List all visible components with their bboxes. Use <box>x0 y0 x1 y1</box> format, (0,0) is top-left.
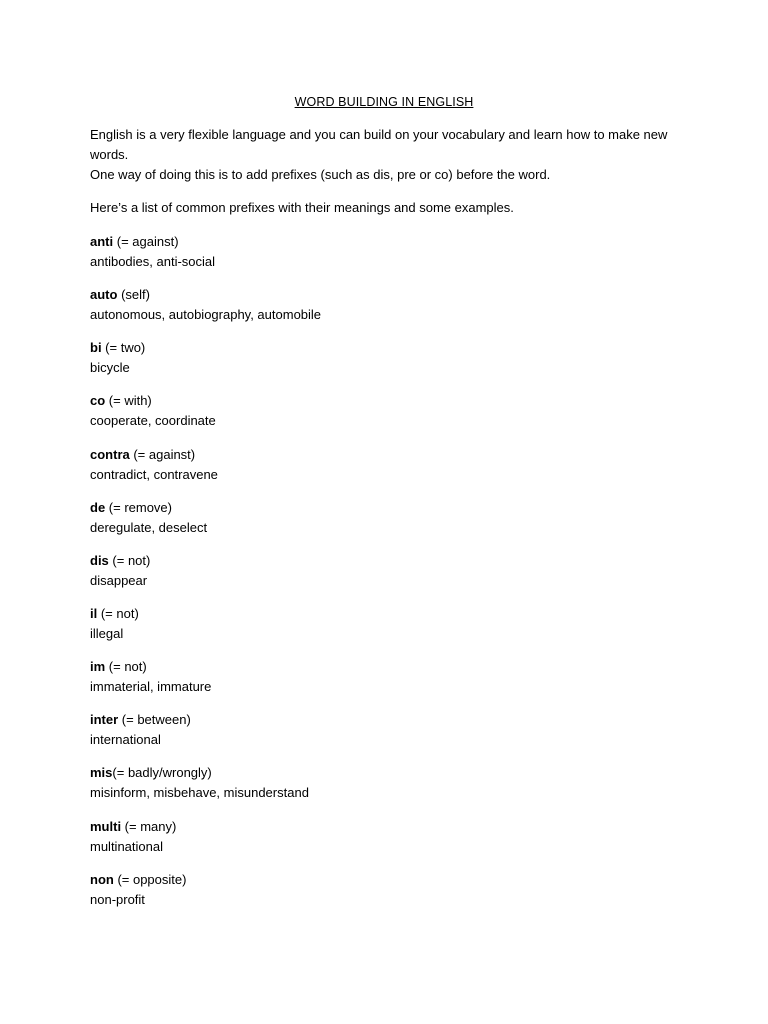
prefix-entry <box>90 817 710 870</box>
prefix-line <box>90 338 710 358</box>
prefix-entry <box>90 870 710 923</box>
prefix-examples: deregulate, deselect <box>90 519 208 535</box>
prefix-meaning: (= not) <box>105 659 147 675</box>
prefix-examples: autonomous, autobiography, automobile <box>90 307 322 323</box>
prefix-entry <box>90 445 710 498</box>
prefix-list <box>90 232 710 923</box>
intro-paragraph-line: English is a very flexible language and you can build on your vocabulary and learn how to make new <box>90 127 668 142</box>
prefix-word: co <box>90 393 106 409</box>
prefix-meaning: (= badly/wrongly) <box>112 765 212 781</box>
intro-paragraph-line: words. <box>90 147 129 162</box>
prefix-line <box>90 870 710 890</box>
prefix-meaning: (= against) <box>129 446 196 462</box>
prefix-entry <box>90 710 710 763</box>
prefix-entry <box>90 391 710 444</box>
page-title: WORD BUILDING IN ENGLISH <box>294 95 474 109</box>
prefix-entry <box>90 551 710 604</box>
prefix-word: dis <box>90 552 109 568</box>
prefix-meaning: (= two) <box>101 340 146 356</box>
prefix-word: anti <box>90 234 114 249</box>
prefix-word: mis <box>90 765 113 781</box>
prefix-examples: immaterial, immature <box>90 679 212 695</box>
prefix-entry <box>90 232 710 285</box>
intro-paragraph-line: One way of doing this is to add prefixes (such as dis, pre or co) before the word. <box>90 167 551 182</box>
prefix-meaning: (= between) <box>118 712 191 728</box>
prefix-examples: bicycle <box>90 360 130 376</box>
prefix-line <box>90 232 710 252</box>
prefix-examples: non-profit <box>90 891 145 907</box>
prefix-entry <box>90 338 710 391</box>
prefix-word: il <box>90 605 98 621</box>
prefix-meaning: (= against) <box>113 234 179 249</box>
prefix-line <box>90 445 710 465</box>
prefix-line <box>90 391 710 411</box>
prefix-entry <box>90 498 710 551</box>
prefix-examples: misinform, misbehave, misunderstand <box>90 785 309 801</box>
prefix-examples: international <box>90 732 161 748</box>
prefix-meaning: (= with) <box>105 393 152 409</box>
prefix-line <box>90 551 710 571</box>
prefix-word: auto <box>90 287 118 303</box>
prefix-examples: illegal <box>90 625 124 641</box>
prefix-list-intro: Here’s a list of common prefixes with their meanings and some examples. <box>90 200 514 215</box>
prefix-word: bi <box>90 340 102 356</box>
prefix-word: non <box>90 871 114 887</box>
prefix-examples: contradict, contravene <box>90 466 218 482</box>
prefix-line <box>90 710 710 730</box>
prefix-line <box>90 285 710 305</box>
prefix-word: contra <box>90 446 130 462</box>
prefix-entry <box>90 763 710 816</box>
prefix-word: de <box>90 499 106 515</box>
prefix-line <box>90 763 710 783</box>
prefix-line <box>90 498 710 518</box>
prefix-word: inter <box>90 712 119 728</box>
prefix-meaning: (= remove) <box>105 499 172 515</box>
prefix-examples: disappear <box>90 572 148 588</box>
prefix-meaning: (self) <box>117 287 150 303</box>
prefix-entry <box>90 604 710 657</box>
prefix-examples: multinational <box>90 838 163 854</box>
prefix-meaning: (= many) <box>121 818 177 834</box>
prefix-meaning: (= not) <box>108 552 151 568</box>
prefix-line <box>90 604 710 624</box>
prefix-line <box>90 817 710 837</box>
prefix-word: im <box>90 659 106 675</box>
prefix-examples: antibodies, anti-social <box>90 254 216 269</box>
prefix-examples: cooperate, coordinate <box>90 413 216 429</box>
prefix-meaning: (= opposite) <box>113 871 187 887</box>
prefix-entry <box>90 285 710 338</box>
prefix-word: multi <box>90 818 122 834</box>
prefix-meaning: (= not) <box>97 605 139 621</box>
prefix-entry <box>90 657 710 710</box>
prefix-line <box>90 657 710 677</box>
